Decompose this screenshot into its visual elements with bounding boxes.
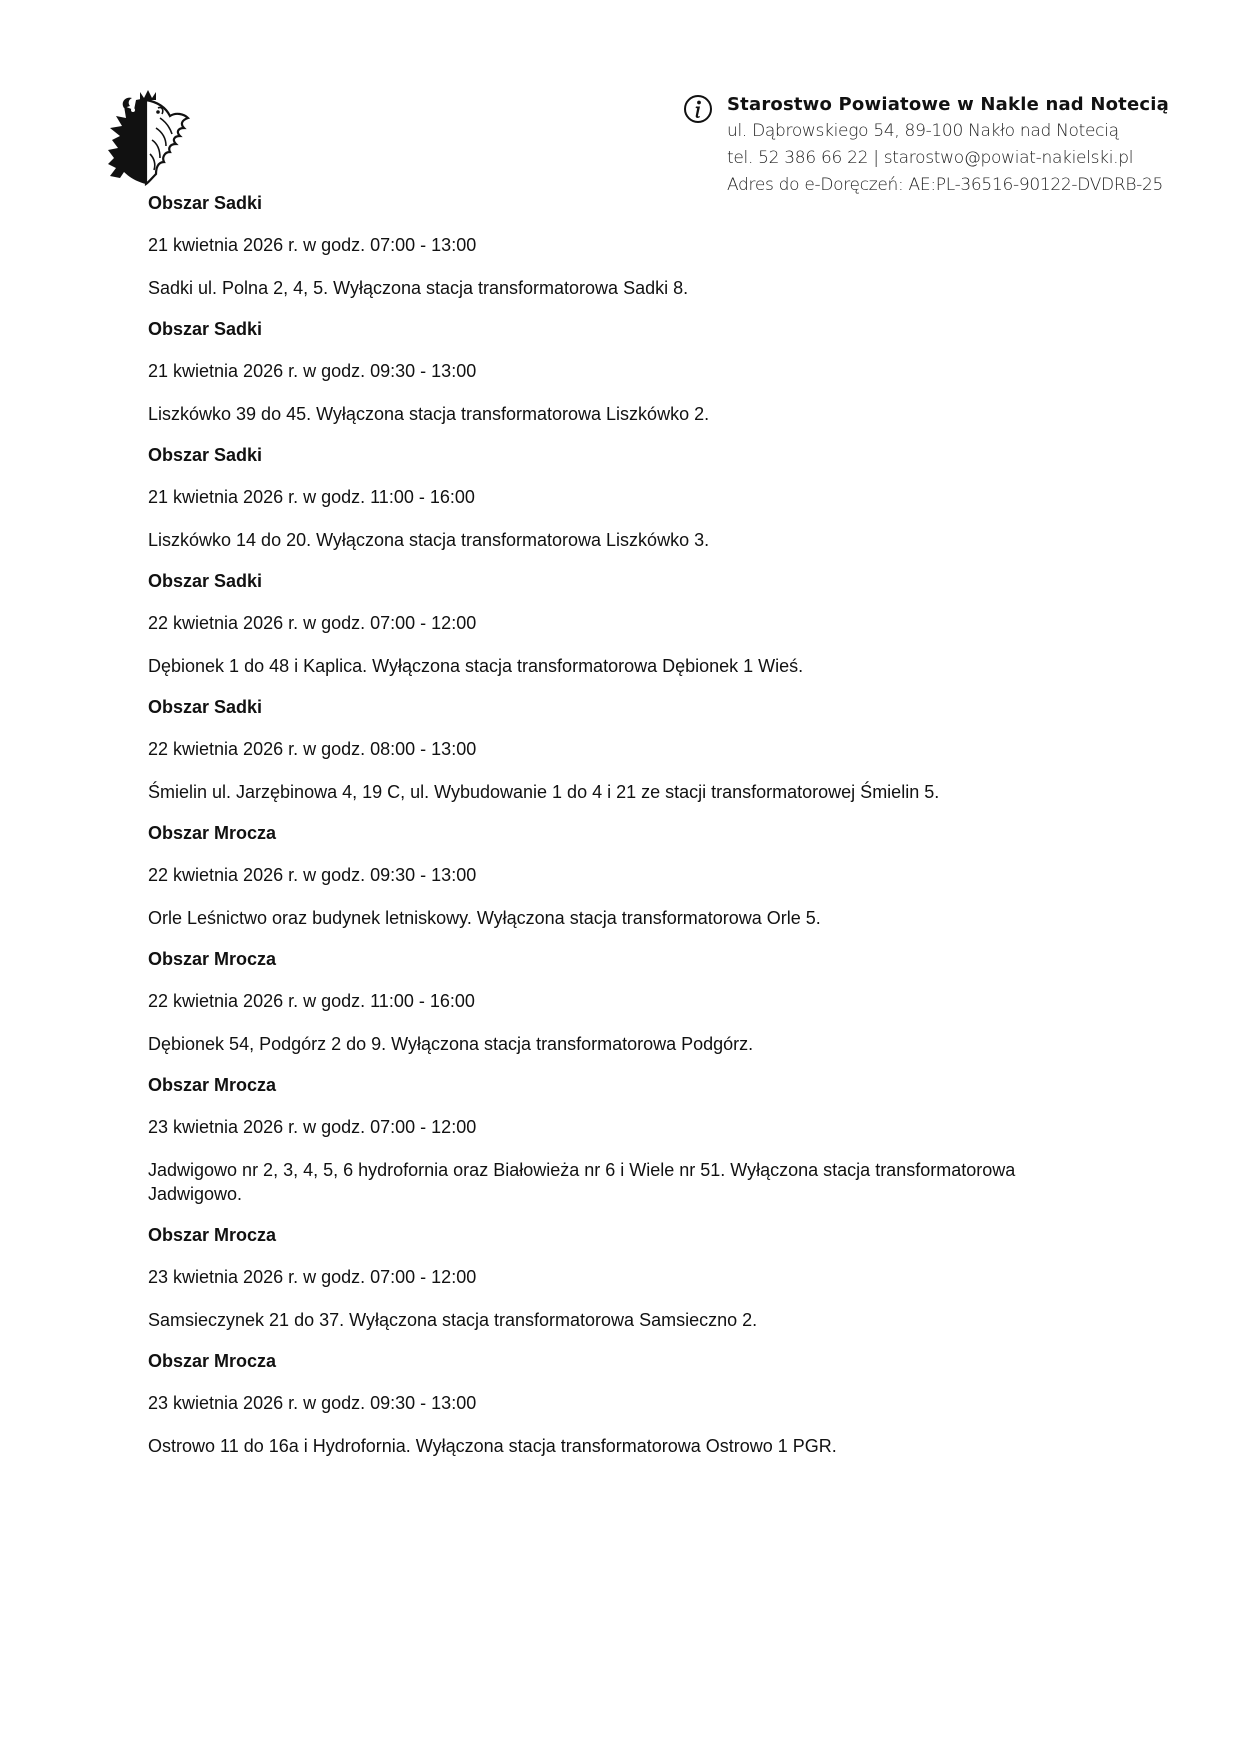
outage-description: Jadwigowo nr 2, 3, 4, 5, 6 hydrofornia oraz Białowieża nr 6 i Wiele nr 51. Wyłączona stacja transformatorowa Jadwigowo. bbox=[148, 1160, 1016, 1204]
institution-contact: tel. 52 386 66 22 | starostwo@powiat-nakielski.pl bbox=[727, 148, 1134, 168]
area-heading: Obszar Mrocza bbox=[148, 1351, 277, 1371]
outage-date: 21 kwietnia 2026 r. w godz. 07:00 - 13:00 bbox=[148, 235, 477, 255]
outage-description: Dębionek 54, Podgórz 2 do 9. Wyłączona stacja transformatorowa Podgórz. bbox=[148, 1034, 754, 1054]
outage-entry bbox=[148, 1224, 1108, 1332]
outage-description: Ostrowo 11 do 16a i Hydrofornia. Wyłączona stacja transformatorowa Ostrowo 1 PGR. bbox=[148, 1436, 837, 1456]
outage-description: Sadki ul. Polna 2, 4, 5. Wyłączona stacja transformatorowa Sadki 8. bbox=[148, 278, 689, 298]
area-heading: Obszar Mrocza bbox=[148, 823, 277, 843]
info-circle-icon bbox=[683, 94, 713, 124]
outage-date: 21 kwietnia 2026 r. w godz. 11:00 - 16:00 bbox=[148, 487, 475, 507]
institution-title: Starostwo Powiatowe w Nakle nad Notecią bbox=[727, 94, 1169, 115]
outage-description: Orle Leśnictwo oraz budynek letniskowy. Wyłączona stacja transformatorowa Orle 5. bbox=[148, 908, 821, 928]
outage-entry bbox=[148, 696, 1108, 804]
outage-description: Dębionek 1 do 48 i Kaplica. Wyłączona stacja transformatorowa Dębionek 1 Wieś. bbox=[148, 656, 804, 676]
outage-date: 23 kwietnia 2026 r. w godz. 07:00 - 12:00 bbox=[148, 1117, 477, 1137]
outage-date: 22 kwietnia 2026 r. w godz. 09:30 - 13:00 bbox=[148, 865, 477, 885]
outage-entry bbox=[148, 948, 1108, 1056]
area-heading: Obszar Sadki bbox=[148, 571, 263, 591]
outage-date: 22 kwietnia 2026 r. w godz. 07:00 - 12:00 bbox=[148, 613, 477, 633]
outage-list bbox=[148, 192, 1108, 1476]
area-heading: Obszar Sadki bbox=[148, 319, 263, 339]
outage-entry bbox=[148, 318, 1108, 426]
coat-of-arms-icon bbox=[100, 88, 192, 188]
area-heading: Obszar Sadki bbox=[148, 697, 263, 717]
institution-edelivery-address: Adres do e-Doręczeń: AE:PL-36516-90122-DVDRB-25 bbox=[727, 175, 1164, 195]
area-heading: Obszar Mrocza bbox=[148, 949, 277, 969]
outage-date: 22 kwietnia 2026 r. w godz. 08:00 - 13:00 bbox=[148, 739, 477, 759]
outage-entry bbox=[148, 1074, 1108, 1206]
outage-date: 23 kwietnia 2026 r. w godz. 09:30 - 13:00 bbox=[148, 1393, 477, 1413]
outage-entry bbox=[148, 192, 1108, 300]
outage-date: 21 kwietnia 2026 r. w godz. 09:30 - 13:00 bbox=[148, 361, 477, 381]
outage-description: Liszkówko 14 do 20. Wyłączona stacja transformatorowa Liszkówko 3. bbox=[148, 530, 710, 550]
area-heading: Obszar Sadki bbox=[148, 445, 263, 465]
outage-entry bbox=[148, 1350, 1108, 1458]
outage-entry bbox=[148, 822, 1108, 930]
outage-entry bbox=[148, 570, 1108, 678]
outage-description: Liszkówko 39 do 45. Wyłączona stacja transformatorowa Liszkówko 2. bbox=[148, 404, 710, 424]
outage-description: Samsieczynek 21 do 37. Wyłączona stacja transformatorowa Samsieczno 2. bbox=[148, 1310, 758, 1330]
outage-description: Śmielin ul. Jarzębinowa 4, 19 C, ul. Wybudowanie 1 do 4 i 21 ze stacji transformatorowej Śmielin 5. bbox=[148, 782, 940, 802]
institution-address: ul. Dąbrowskiego 54, 89-100 Nakło nad Notecią bbox=[727, 121, 1119, 141]
outage-date: 23 kwietnia 2026 r. w godz. 07:00 - 12:00 bbox=[148, 1267, 477, 1287]
outage-entry bbox=[148, 444, 1108, 552]
area-heading: Obszar Mrocza bbox=[148, 1075, 277, 1095]
area-heading: Obszar Sadki bbox=[148, 193, 263, 213]
area-heading: Obszar Mrocza bbox=[148, 1225, 277, 1245]
outage-date: 22 kwietnia 2026 r. w godz. 11:00 - 16:00 bbox=[148, 991, 475, 1011]
